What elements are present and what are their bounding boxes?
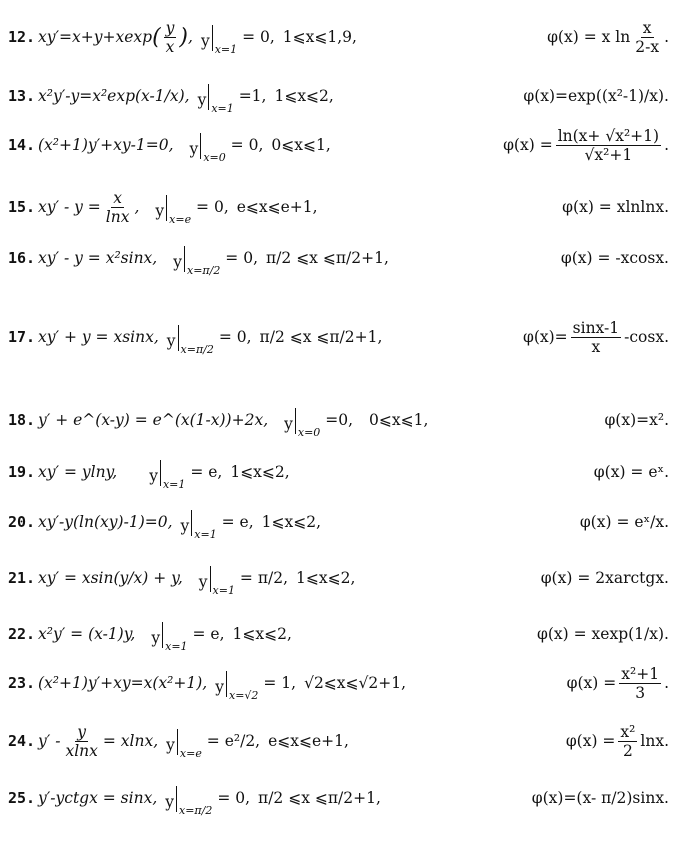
initial-condition: y x=1 = 0, bbox=[201, 25, 275, 51]
problem-number: 16. bbox=[8, 249, 36, 268]
problem-number: 19. bbox=[8, 463, 36, 482]
equation: xy′ - y = x²sinx, bbox=[38, 249, 158, 268]
equation: y′-yctgx = sinx, bbox=[38, 789, 158, 808]
equation: xy′-y(ln(xy)-1)=0, bbox=[38, 513, 173, 532]
solution: φ(x) = x ln $\frac{x}{2-x}$ . bbox=[547, 19, 669, 57]
problem-17 bbox=[8, 320, 669, 356]
problem-number: 24. bbox=[8, 732, 36, 751]
equation: x²y′-y=x²exp(x-1/x), bbox=[38, 87, 190, 106]
solution: φ(x) = xlnlnx. bbox=[562, 197, 669, 216]
initial-condition: y x=√2 = 1, bbox=[215, 671, 296, 697]
problem-number: 22. bbox=[8, 625, 36, 644]
problem-number: 20. bbox=[8, 513, 36, 532]
problem-21 bbox=[8, 566, 669, 598]
equation: x²y′ = (x-1)y, bbox=[38, 625, 136, 644]
problem-22 bbox=[8, 622, 669, 654]
range: 1⩽x⩽2, bbox=[261, 513, 322, 532]
range: 1⩽x⩽2, bbox=[296, 569, 356, 588]
solution: φ(x) = 2xarctgx. bbox=[540, 569, 669, 588]
equation: y′ + e^(x-y) = e^(x(1-x))+2x, bbox=[38, 411, 269, 430]
range: 1⩽x⩽2, bbox=[232, 625, 292, 644]
range: 1⩽x⩽1,9, bbox=[282, 27, 357, 46]
initial-condition: y x=1 = e, bbox=[181, 510, 254, 536]
range: √2⩽x⩽√2+1, bbox=[304, 673, 407, 692]
problem-25 bbox=[8, 786, 669, 818]
initial-condition: y x=π/2 = 0, bbox=[173, 246, 258, 272]
problem-number: 18. bbox=[8, 411, 36, 430]
solution: φ(x)= $\frac{\sin x-1}{x}$ -cosx. bbox=[522, 319, 669, 357]
solution: φ(x) = $\frac{\text{x²+1}}{3}$ . bbox=[566, 665, 669, 703]
solution: φ(x)=exp((x²-1)/x). bbox=[523, 87, 669, 106]
initial-condition: y x=π/2 = 0, bbox=[165, 786, 250, 812]
problem-19 bbox=[8, 460, 669, 492]
problem-20 bbox=[8, 510, 669, 542]
problem-number: 21. bbox=[8, 569, 36, 588]
equation: xy′ = xsin(y/x) + y, bbox=[38, 569, 183, 588]
problem-16 bbox=[8, 246, 669, 278]
equation: (x²+1)y′+xy-1=0, bbox=[38, 135, 174, 154]
problem-24 bbox=[8, 724, 669, 760]
problem-number: 15. bbox=[8, 198, 36, 217]
equation: xy′ + y = xsinx, bbox=[38, 327, 159, 346]
range: 0⩽x⩽1, bbox=[271, 135, 331, 154]
problem-number: 14. bbox=[8, 136, 36, 155]
solution: φ(x) = eˣ/x. bbox=[579, 513, 669, 532]
solution: φ(x) = eˣ. bbox=[593, 463, 669, 482]
initial-condition: y x=1 = e, bbox=[151, 622, 224, 648]
range: π/2 ⩽x ⩽π/2+1, bbox=[258, 789, 381, 808]
range: e⩽x⩽e+1, bbox=[236, 197, 318, 216]
initial-condition: y x=π/2 = 0, bbox=[167, 325, 252, 351]
problem-12 bbox=[8, 20, 669, 56]
problem-number: 12. bbox=[8, 28, 36, 47]
equation: xy′=x+y+xexp( $\frac{y}{x}$ ), bbox=[38, 19, 193, 57]
initial-condition: y x=1 =1, bbox=[198, 84, 267, 110]
problem-13 bbox=[8, 84, 669, 116]
solution: φ(x) = $\frac{\text{ln(x+ √x²+1)}}{\text{√x²+1}}$ . bbox=[503, 127, 669, 165]
equation: (x²+1)y′+xy=x(x²+1), bbox=[38, 673, 208, 692]
problem-23 bbox=[8, 666, 669, 702]
equation: xy′ - y = $\frac{x}{\ln x}$ , bbox=[38, 189, 140, 227]
solution: φ(x) = $\frac{\text{x²}}{2}$ lnx. bbox=[565, 723, 669, 761]
equation: xy′ = ylny, bbox=[38, 463, 118, 482]
problem-number: 17. bbox=[8, 328, 36, 347]
range: 0⩽x⩽1, bbox=[369, 411, 429, 430]
initial-condition: y x=1 = π/2, bbox=[199, 566, 288, 592]
solution: φ(x)=(x- π/2)sinx. bbox=[531, 789, 669, 808]
problem-number: 25. bbox=[8, 789, 36, 808]
range: e⩽x⩽e+1, bbox=[268, 731, 349, 750]
solution: φ(x)=x². bbox=[604, 411, 669, 430]
problem-number: 13. bbox=[8, 87, 36, 106]
problem-15 bbox=[8, 190, 669, 226]
range: π/2 ⩽x ⩽π/2+1, bbox=[259, 327, 383, 346]
solution: φ(x) = xexp(1/x). bbox=[537, 625, 669, 644]
problem-18 bbox=[8, 408, 669, 440]
solution: φ(x) = -xcosx. bbox=[560, 249, 669, 268]
initial-condition: y x=0 =0, bbox=[284, 408, 353, 434]
initial-condition: y x=e = 0, bbox=[155, 195, 228, 221]
range: 1⩽x⩽2, bbox=[274, 87, 334, 106]
equation: y′ - $\frac{y}{xlnx}$ = xlnx, bbox=[38, 723, 159, 761]
initial-condition: y x=0 = 0, bbox=[190, 133, 264, 159]
initial-condition: y x=e = e²/2, bbox=[166, 729, 260, 755]
initial-condition: y x=1 = e, bbox=[149, 460, 222, 486]
range: π/2 ⩽x ⩽π/2+1, bbox=[266, 249, 389, 268]
problem-14 bbox=[8, 128, 669, 164]
range: 1⩽x⩽2, bbox=[230, 463, 290, 482]
problem-number: 23. bbox=[8, 674, 36, 693]
